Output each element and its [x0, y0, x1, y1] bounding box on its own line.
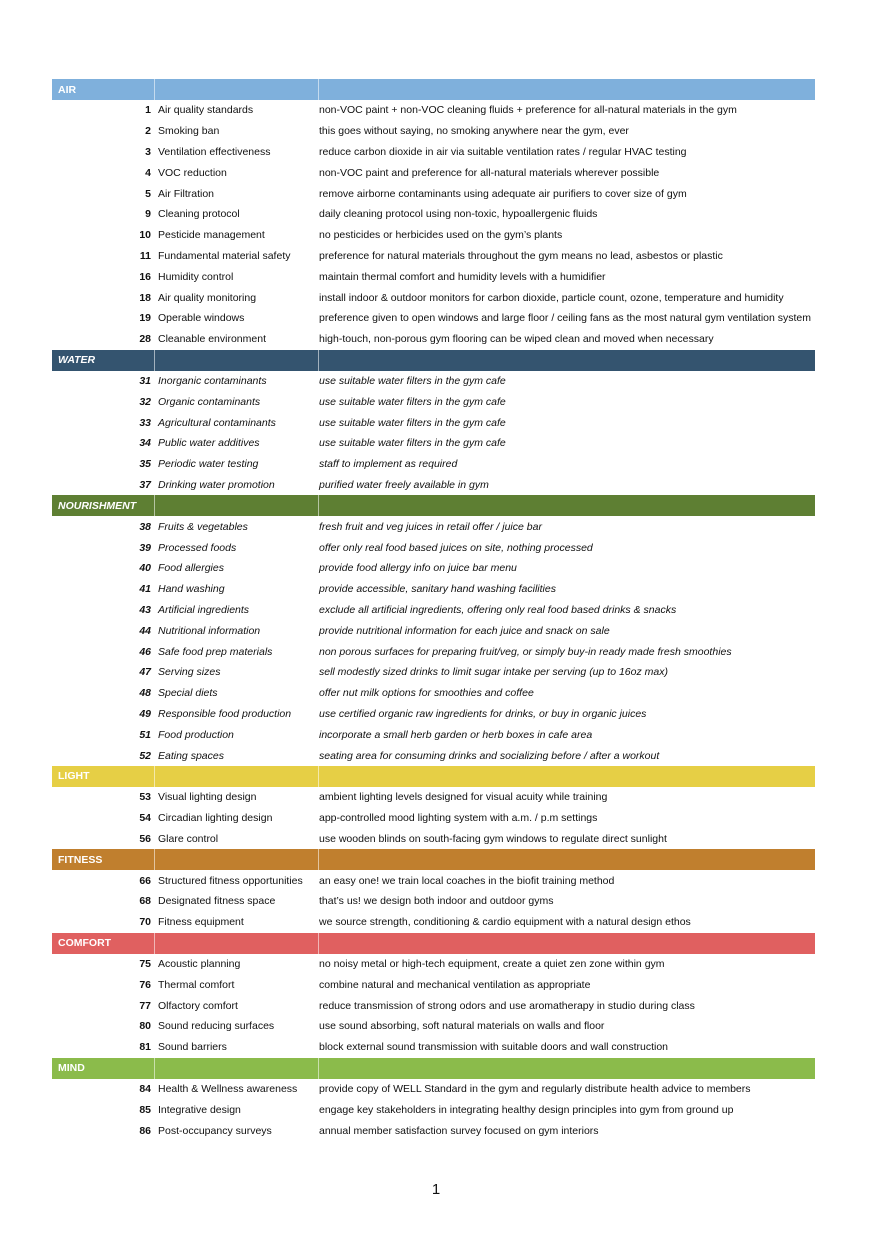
feature-name: VOC reduction [158, 166, 227, 179]
table-row [52, 475, 815, 496]
feature-name: Periodic water testing [158, 458, 259, 471]
feature-description: provide food allergy info on juice bar menu [319, 562, 517, 575]
table-row [52, 391, 815, 412]
section-header-fitness [52, 849, 815, 870]
feature-name: Sound barriers [158, 1041, 227, 1054]
feature-description: preference given to open windows and large floor / ceiling fans as the most natural gym ventilation system [319, 312, 812, 325]
feature-name: Eating spaces [158, 749, 224, 762]
feature-name: Visual lighting design [158, 791, 257, 804]
table-row [52, 204, 815, 225]
feature-number: 3 [145, 145, 151, 158]
feature-number: 54 [139, 812, 151, 825]
table-row [52, 371, 815, 392]
section-header-air [52, 79, 815, 100]
feature-number: 85 [139, 1103, 151, 1116]
table-row [52, 724, 815, 745]
section-header-light [52, 766, 815, 787]
table-row [52, 412, 815, 433]
feature-number: 4 [145, 166, 151, 179]
feature-name: Pesticide management [158, 229, 265, 242]
feature-description: engage key stakeholders in integrating healthy design principles into gym from ground up [319, 1103, 734, 1116]
feature-name: Glare control [158, 832, 219, 845]
table-row [52, 912, 815, 933]
feature-name: Special diets [158, 687, 218, 700]
feature-name: Ventilation effectiveness [158, 145, 271, 158]
section-header-mind [52, 1058, 815, 1079]
feature-number: 2 [145, 125, 151, 138]
feature-number: 18 [139, 291, 151, 304]
feature-description: provide nutritional information for each juice and snack on sale [319, 624, 610, 637]
feature-name: Designated fitness space [158, 895, 276, 908]
feature-number: 75 [139, 958, 151, 971]
feature-number: 33 [139, 416, 151, 429]
feature-name: Fundamental material safety [158, 249, 291, 262]
feature-name: Fruits & vegetables [158, 520, 248, 533]
feature-name: Operable windows [158, 312, 245, 325]
feature-description: purified water freely available in gym [319, 478, 489, 491]
table-row [52, 308, 815, 329]
feature-number: 11 [139, 249, 151, 262]
table-row [52, 183, 815, 204]
table-row [52, 954, 815, 975]
section-title: NOURISHMENT [58, 499, 137, 512]
feature-description: an easy one! we train local coaches in the biofit training method [319, 874, 615, 887]
feature-number: 77 [139, 999, 151, 1012]
feature-name: Air quality standards [158, 104, 254, 117]
table-row [52, 870, 815, 891]
feature-name: Nutritional information [158, 624, 261, 637]
table-row [52, 142, 815, 163]
feature-number: 10 [139, 229, 151, 242]
feature-number: 48 [139, 687, 151, 700]
feature-name: Post-occupancy surveys [158, 1124, 272, 1137]
feature-number: 38 [139, 520, 151, 533]
feature-description: non-VOC paint and preference for all-natural materials wherever possible [319, 166, 660, 179]
table-row [52, 1079, 815, 1100]
feature-number: 84 [139, 1083, 151, 1096]
header-divider [318, 849, 319, 870]
table-row [52, 641, 815, 662]
table-row [52, 829, 815, 850]
table-row [52, 808, 815, 829]
section-header-nourishment [52, 495, 815, 516]
table-row [52, 1037, 815, 1058]
table-row [52, 329, 815, 350]
table-row [52, 891, 815, 912]
table-row [52, 787, 815, 808]
feature-description: this goes without saying, no smoking anywhere near the gym, ever [319, 125, 629, 138]
header-divider [154, 1058, 155, 1079]
feature-description: that’s us! we design both indoor and outdoor gyms [319, 895, 554, 908]
header-divider [318, 1058, 319, 1079]
feature-description: use certified organic raw ingredients for drinks, or buy in organic juices [319, 707, 647, 720]
header-divider [318, 495, 319, 516]
feature-name: Processed foods [158, 541, 237, 554]
feature-number: 68 [139, 895, 151, 908]
feature-description: daily cleaning protocol using non-toxic, hypoallergenic fluids [319, 208, 598, 221]
section-title: WATER [58, 354, 96, 367]
feature-name: Circadian lighting design [158, 812, 273, 825]
feature-name: Drinking water promotion [158, 478, 275, 491]
feature-name: Public water additives [158, 437, 260, 450]
feature-name: Health & Wellness awareness [158, 1083, 298, 1096]
feature-description: use suitable water filters in the gym cafe [319, 416, 506, 429]
feature-number: 49 [139, 707, 151, 720]
feature-number: 46 [139, 645, 151, 658]
table-row [52, 1099, 815, 1120]
feature-description: non porous surfaces for preparing fruit/veg, or simply buy-in ready made fresh smoothies [319, 645, 732, 658]
feature-name: Fitness equipment [158, 916, 244, 929]
feature-number: 43 [139, 603, 151, 616]
table-row [52, 266, 815, 287]
table-row [52, 662, 815, 683]
header-divider [154, 495, 155, 516]
table-row [52, 974, 815, 995]
feature-number: 9 [145, 208, 151, 221]
feature-name: Food allergies [158, 562, 224, 575]
feature-number: 40 [139, 562, 151, 575]
table-row [52, 454, 815, 475]
table-row [52, 433, 815, 454]
feature-number: 31 [139, 374, 151, 387]
feature-description: combine natural and mechanical ventilation as appropriate [319, 978, 591, 991]
table-row [52, 516, 815, 537]
feature-name: Thermal comfort [158, 978, 235, 991]
feature-description: sell modestly sized drinks to limit sugar intake per serving (up to 16oz max) [319, 666, 668, 679]
feature-number: 76 [139, 978, 151, 991]
feature-description: offer only real food based juices on site, nothing processed [319, 541, 593, 554]
feature-number: 51 [139, 728, 151, 741]
feature-name: Cleanable environment [158, 333, 266, 346]
table-row [52, 537, 815, 558]
feature-number: 41 [139, 583, 151, 596]
header-divider [154, 79, 155, 100]
header-divider [318, 933, 319, 954]
table-row [52, 995, 815, 1016]
feature-description: ambient lighting levels designed for visual acuity while training [319, 791, 608, 804]
feature-number: 47 [139, 666, 151, 679]
feature-description: staff to implement as required [319, 458, 458, 471]
feature-description: reduce transmission of strong odors and use aromatherapy in studio during class [319, 999, 695, 1012]
feature-description: use suitable water filters in the gym cafe [319, 374, 506, 387]
table-row [52, 100, 815, 121]
feature-name: Sound reducing surfaces [158, 1020, 275, 1033]
feature-name: Safe food prep materials [158, 645, 273, 658]
feature-description: incorporate a small herb garden or herb boxes in cafe area [319, 728, 593, 741]
feature-name: Acoustic planning [158, 958, 241, 971]
feature-description: block external sound transmission with suitable doors and wall construction [319, 1041, 669, 1054]
feature-number: 28 [139, 333, 151, 346]
feature-name: Organic contaminants [158, 395, 261, 408]
feature-number: 44 [139, 624, 151, 637]
feature-description: seating area for consuming drinks and socializing before / after a workout [319, 749, 660, 762]
feature-description: preference for natural materials throughout the gym means no lead, asbestos or plastic [319, 249, 723, 262]
feature-description: non-VOC paint + non-VOC cleaning fluids + preference for all-natural materials in the gym [319, 104, 737, 117]
feature-description: reduce carbon dioxide in air via suitable ventilation rates / regular HVAC testing [319, 145, 687, 158]
feature-number: 80 [139, 1020, 151, 1033]
feature-description: use suitable water filters in the gym cafe [319, 437, 506, 450]
feature-name: Hand washing [158, 583, 225, 596]
section-title: COMFORT [58, 937, 112, 950]
feature-name: Structured fitness opportunities [158, 874, 303, 887]
feature-number: 1 [145, 104, 151, 117]
header-divider [154, 933, 155, 954]
feature-description: annual member satisfaction survey focused on gym interiors [319, 1124, 599, 1137]
feature-description: maintain thermal comfort and humidity levels with a humidifier [319, 270, 606, 283]
header-divider [318, 79, 319, 100]
table-row [52, 704, 815, 725]
document-table [52, 79, 815, 1141]
feature-name: Smoking ban [158, 125, 220, 138]
feature-description: exclude all artificial ingredients, offering only real food based drinks & snacks [319, 603, 677, 616]
feature-number: 32 [139, 395, 151, 408]
header-divider [318, 350, 319, 371]
section-header-comfort [52, 933, 815, 954]
feature-description: provide copy of WELL Standard in the gym and regularly distribute health advice to members [319, 1083, 751, 1096]
feature-number: 52 [139, 749, 151, 762]
feature-number: 81 [139, 1041, 151, 1054]
feature-number: 34 [139, 437, 151, 450]
feature-number: 86 [139, 1124, 151, 1137]
feature-description: we source strength, conditioning & cardio equipment with a natural design ethos [319, 916, 691, 929]
feature-name: Agricultural contaminants [158, 416, 276, 429]
section-title: AIR [58, 83, 77, 96]
table-row [52, 620, 815, 641]
section-title: LIGHT [58, 770, 90, 783]
feature-name: Humidity control [158, 270, 234, 283]
table-row [52, 246, 815, 267]
feature-name: Serving sizes [158, 666, 221, 679]
feature-description: use suitable water filters in the gym cafe [319, 395, 506, 408]
table-row [52, 121, 815, 142]
feature-number: 5 [145, 187, 151, 200]
table-row [52, 579, 815, 600]
feature-name: Food production [158, 728, 234, 741]
feature-number: 39 [139, 541, 151, 554]
feature-name: Cleaning protocol [158, 208, 240, 221]
feature-description: provide accessible, sanitary hand washing facilities [319, 583, 556, 596]
header-divider [154, 849, 155, 870]
section-header-water [52, 350, 815, 371]
header-divider [318, 766, 319, 787]
feature-number: 16 [139, 270, 151, 283]
feature-description: high-touch, non-porous gym flooring can be wiped clean and moved when necessary [319, 333, 714, 346]
feature-description: offer nut milk options for smoothies and coffee [319, 687, 534, 700]
table-row [52, 1120, 815, 1141]
table-row [52, 745, 815, 766]
feature-name: Integrative design [158, 1103, 241, 1116]
section-title: MIND [58, 1062, 85, 1075]
table-row [52, 683, 815, 704]
feature-name: Air quality monitoring [158, 291, 257, 304]
header-divider [154, 350, 155, 371]
section-title: FITNESS [58, 853, 103, 866]
feature-description: use wooden blinds on south-facing gym windows to regulate direct sunlight [319, 832, 667, 845]
feature-number: 37 [139, 478, 151, 491]
feature-number: 70 [139, 916, 151, 929]
feature-number: 56 [139, 832, 151, 845]
table-row [52, 558, 815, 579]
feature-description: app-controlled mood lighting system with a.m. / p.m settings [319, 812, 598, 825]
feature-name: Air Filtration [158, 187, 215, 200]
table-row [52, 600, 815, 621]
feature-description: use sound absorbing, soft natural materials on walls and floor [319, 1020, 605, 1033]
page-number: 1 [431, 1181, 441, 1198]
table-row [52, 1016, 815, 1037]
feature-number: 66 [139, 874, 151, 887]
feature-number: 19 [139, 312, 151, 325]
feature-name: Artificial ingredients [158, 603, 250, 616]
feature-description: remove airborne contaminants using adequate air purifiers to cover size of gym [319, 187, 687, 200]
table-row [52, 287, 815, 308]
table-row [52, 162, 815, 183]
feature-description: install indoor & outdoor monitors for carbon dioxide, particle count, ozone, temperature and humidity [319, 291, 784, 304]
feature-number: 35 [139, 458, 151, 471]
feature-name: Inorganic contaminants [158, 374, 267, 387]
feature-description: no pesticides or herbicides used on the gym’s plants [319, 229, 563, 242]
header-divider [154, 766, 155, 787]
feature-description: no noisy metal or high-tech equipment, create a quiet zen zone within gym [319, 958, 665, 971]
feature-description: fresh fruit and veg juices in retail offer / juice bar [319, 520, 542, 533]
table-row [52, 225, 815, 246]
feature-number: 53 [139, 791, 151, 804]
feature-name: Responsible food production [158, 707, 292, 720]
feature-name: Olfactory comfort [158, 999, 238, 1012]
